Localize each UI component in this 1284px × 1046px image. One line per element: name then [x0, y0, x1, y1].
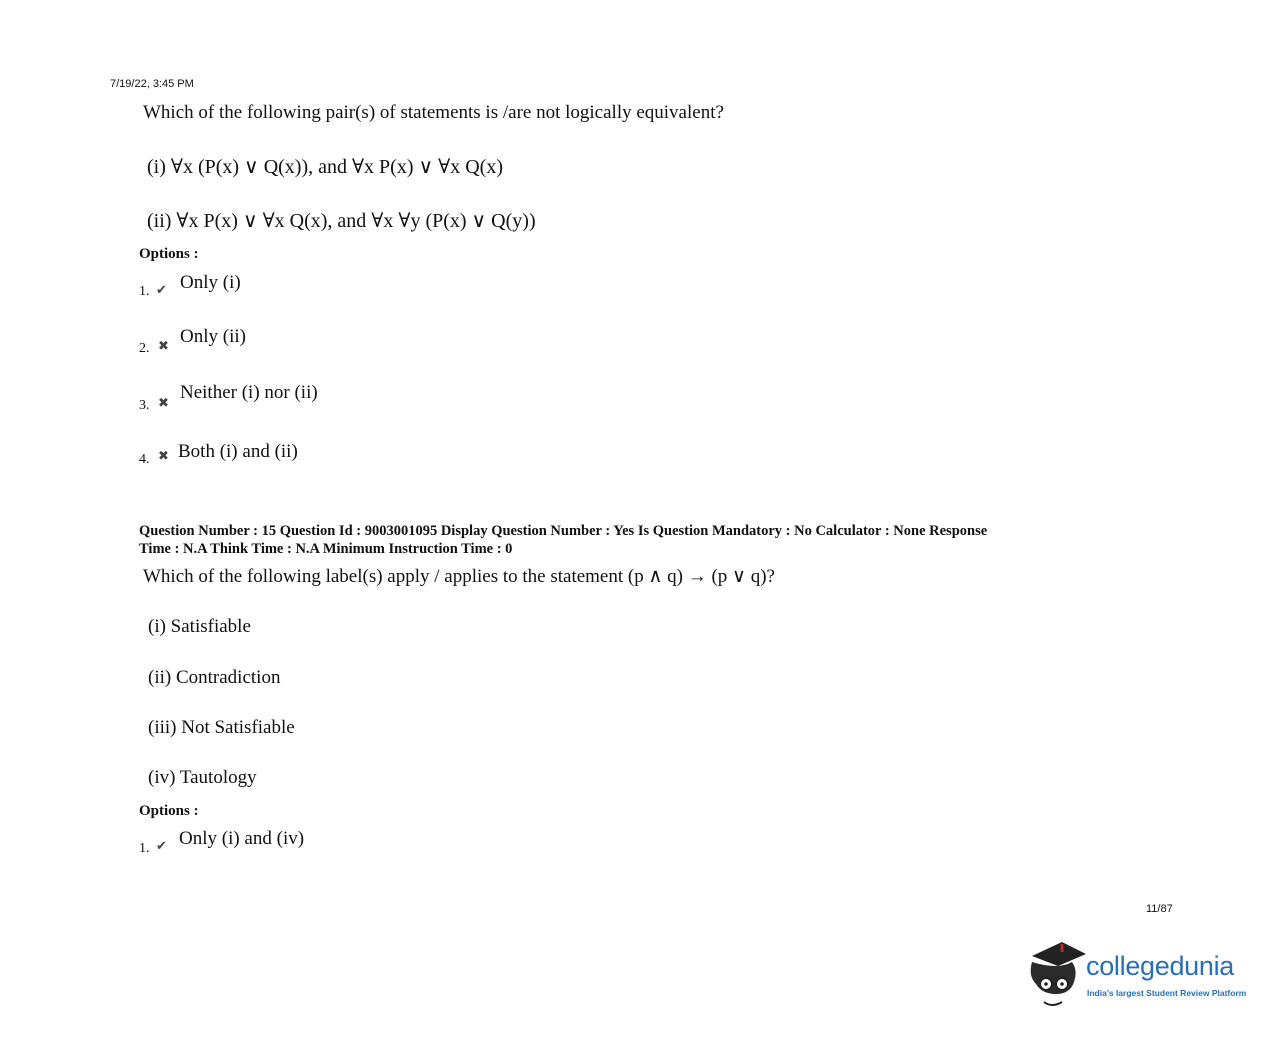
- statement-ii: (ii) ∀x P(x) ∨ ∀x Q(x), and ∀x ∀y (P(x) ∨ Q(y)): [147, 210, 536, 232]
- wrong-cross-icon: ✖: [158, 338, 169, 353]
- option-number: 3.: [139, 398, 150, 413]
- question-2-text: Which of the following label(s) apply / applies to the statement (p ∧ q) → (p ∨ q)?: [143, 566, 775, 587]
- option-text: Only (i) and (iv): [179, 828, 305, 849]
- brand-name: collegedunia: [1086, 951, 1235, 981]
- option-text: Only (i): [180, 272, 241, 293]
- label-item: (iii) Not Satisfiable: [148, 717, 295, 738]
- option-text: Both (i) and (ii): [178, 441, 298, 462]
- option-number: 4.: [139, 452, 150, 467]
- question-1-text: Which of the following pair(s) of statements is /are not logically equivalent?: [143, 102, 724, 123]
- statement-i: (i) ∀x (P(x) ∨ Q(x)), and ∀x P(x) ∨ ∀x Q(x): [147, 156, 503, 178]
- option-text: Only (ii): [180, 326, 246, 347]
- correct-check-icon: ✔: [156, 282, 167, 297]
- wrong-cross-icon: ✖: [158, 448, 169, 463]
- label-item: (iv) Tautology: [148, 767, 257, 788]
- option-number: 1.: [139, 841, 150, 856]
- question-meta-line-2: Time : N.A Think Time : N.A Minimum Instruction Time : 0: [139, 541, 513, 557]
- question-meta-line-1: Question Number : 15 Question Id : 9003001095 Display Question Number : Yes Is Question Mandatory : No Calculator : None Response: [139, 523, 988, 539]
- label-item: (ii) Contradiction: [148, 667, 281, 688]
- options-label: Options :: [139, 803, 199, 819]
- label-item: (i) Satisfiable: [148, 616, 251, 637]
- option-number: 1.: [139, 284, 150, 299]
- wrong-cross-icon: ✖: [158, 395, 169, 410]
- page-number: 11/87: [1146, 903, 1173, 915]
- brand-tagline: India's largest Student Review Platform: [1087, 988, 1247, 998]
- option-text: Neither (i) nor (ii): [180, 382, 318, 403]
- correct-check-icon: ✔: [156, 838, 167, 853]
- print-timestamp: 7/19/22, 3:45 PM: [110, 78, 194, 90]
- options-label: Options :: [139, 246, 199, 262]
- option-number: 2.: [139, 341, 150, 356]
